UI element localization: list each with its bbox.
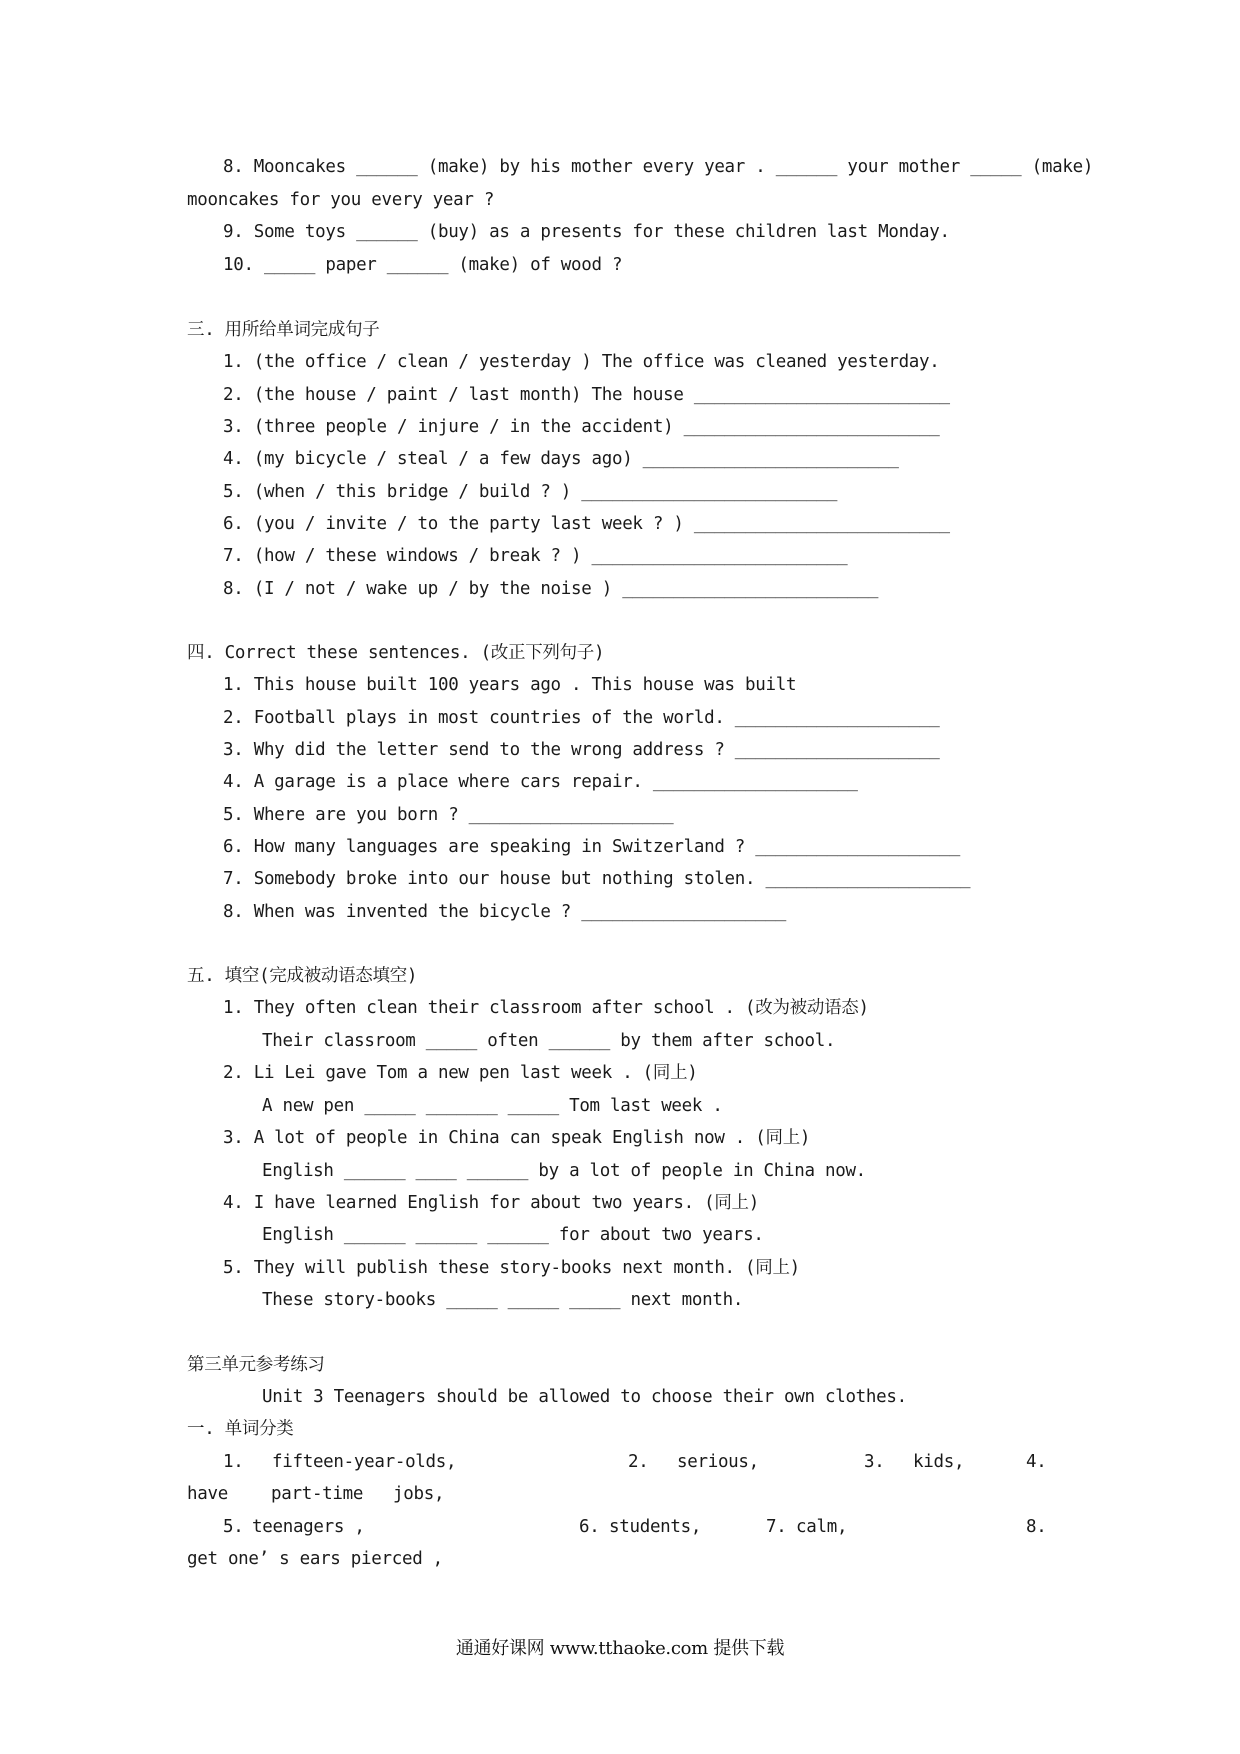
ex3-item: 4. (my bicycle / steal / a few days ago) _________________________ (223, 449, 899, 469)
ex4-item: 6. How many languages are speaking in Switzerland ? ____________________ (223, 837, 960, 857)
ex5-question: 4. I have learned English for about two years. (同上) (223, 1193, 759, 1213)
unit3-subtitle: Unit 3 Teenagers should be allowed to choose their own clothes. (262, 1387, 907, 1407)
ex5-answer: These story-books _____ _____ _____ next month. (262, 1290, 744, 1310)
word-item: have (187, 1484, 228, 1504)
ex5-question: 5. They will publish these story-books next month. (同上) (223, 1258, 800, 1278)
word-number: 6. (579, 1517, 600, 1537)
word-item: fifteen-year-olds, (272, 1452, 457, 1472)
ex2-q10: 10. _____ paper ______ (make) of wood ? (223, 255, 623, 275)
word-item: students, (609, 1517, 702, 1537)
ex2-q8-line2: mooncakes for you every year ? (187, 190, 495, 210)
ex5-question: 2. Li Lei gave Tom a new pen last week . (同上) (223, 1063, 698, 1083)
word-item: serious, (677, 1452, 759, 1472)
ex2-q8-line1: 8. Mooncakes ______ (make) by his mother every year . ______ your mother _____ (make) (223, 157, 1094, 177)
ex3-item: 8. (I / not / wake up / by the noise ) _________________________ (223, 579, 879, 599)
ex5-answer: Their classroom _____ often ______ by them after school. (262, 1031, 836, 1051)
ex4-item: 8. When was invented the bicycle ? ____________________ (223, 902, 786, 922)
word-number: 1. (223, 1452, 244, 1472)
word-item: jobs, (393, 1484, 445, 1504)
unit3-heading: 一. 单词分类 (187, 1419, 294, 1439)
page-footer: 通通好课网 www.tthaoke.com 提供下载 (455, 1638, 785, 1659)
ex5-answer: English ______ ____ ______ by a lot of people in China now. (262, 1161, 866, 1181)
ex5-question: 3. A lot of people in China can speak English now . (同上) (223, 1128, 811, 1148)
word-item: teenagers , (252, 1517, 365, 1537)
word-number: 8. (1026, 1517, 1047, 1537)
ex5-heading: 五. 填空(完成被动语态填空) (187, 966, 418, 986)
ex3-item: 2. (the house / paint / last month) The house _________________________ (223, 385, 950, 405)
ex4-item: 2. Football plays in most countries of the world. ____________________ (223, 708, 940, 728)
word-number: 2. (628, 1452, 649, 1472)
word-item: get one’ s ears pierced , (187, 1549, 443, 1569)
ex2-q9: 9. Some toys ______ (buy) as a presents for these children last Monday. (223, 222, 950, 242)
ex3-item: 6. (you / invite / to the party last week ? ) _________________________ (223, 514, 950, 534)
ex5-question: 1. They often clean their classroom after school . (改为被动语态) (223, 998, 869, 1018)
ex3-item: 5. (when / this bridge / build ? ) _________________________ (223, 482, 838, 502)
ex4-item: 4. A garage is a place where cars repair. ____________________ (223, 772, 858, 792)
word-item: calm, (796, 1517, 848, 1537)
ex3-item: 3. (three people / injure / in the accident) _________________________ (223, 417, 940, 437)
ex5-answer: English ______ ______ ______ for about two years. (262, 1225, 764, 1245)
word-number: 3. (864, 1452, 885, 1472)
ex3-heading: 三. 用所给单词完成句子 (187, 320, 380, 340)
ex3-item: 7. (how / these windows / break ? ) _________________________ (223, 546, 848, 566)
word-item: part-time (271, 1484, 364, 1504)
ex4-item: 3. Why did the letter send to the wrong address ? ____________________ (223, 740, 940, 760)
ex4-item: 5. Where are you born ? ____________________ (223, 805, 674, 825)
word-number: 7. (766, 1517, 787, 1537)
word-number: 5. (223, 1517, 244, 1537)
ex5-answer: A new pen _____ _______ _____ Tom last week . (262, 1096, 723, 1116)
unit3-title: 第三单元参考练习 (187, 1355, 325, 1375)
ex3-item: 1. (the office / clean / yesterday ) The office was cleaned yesterday. (223, 352, 940, 372)
ex4-heading: 四. Correct these sentences. (改正下列句子) (187, 643, 605, 663)
ex4-item: 7. Somebody broke into our house but nothing stolen. ____________________ (223, 869, 971, 889)
ex4-item: 1. This house built 100 years ago . This house was built (223, 675, 797, 695)
word-number: 4. (1026, 1452, 1047, 1472)
word-item: kids, (913, 1452, 965, 1472)
